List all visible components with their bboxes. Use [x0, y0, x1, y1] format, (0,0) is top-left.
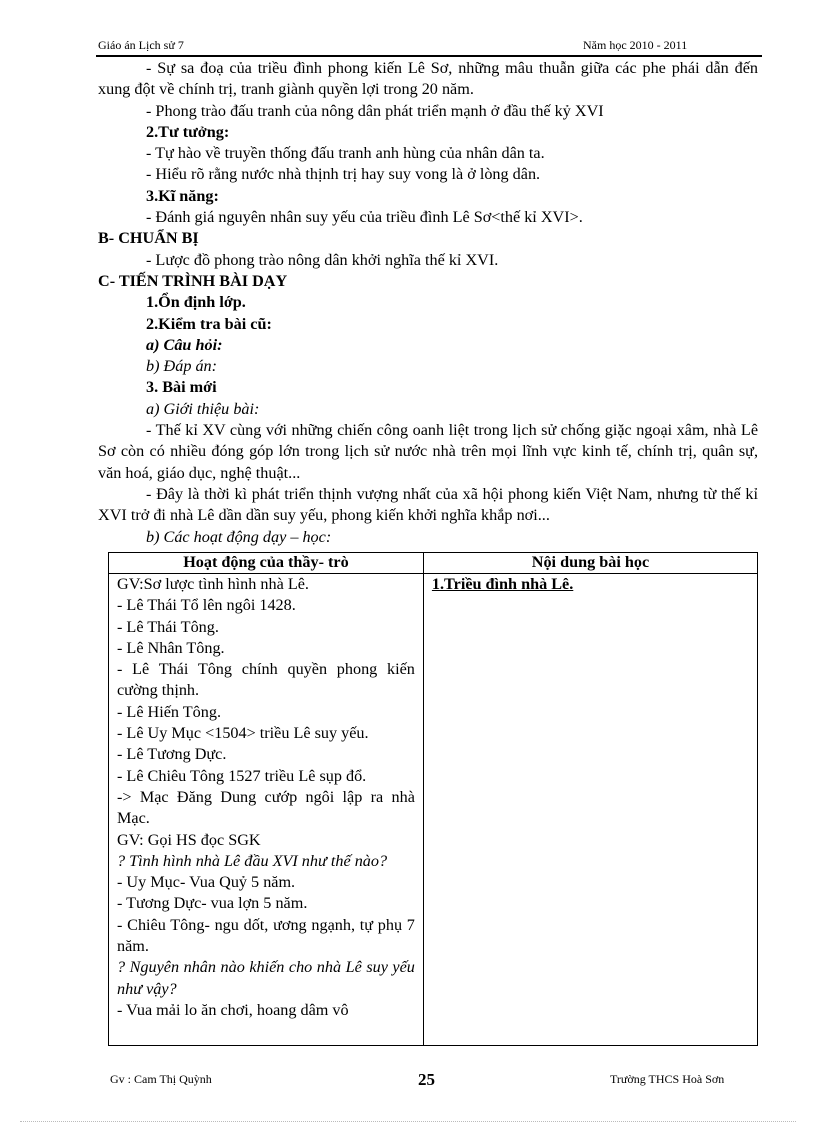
footer-author: Gv : Cam Thị Quỳnh [110, 1072, 212, 1086]
table-line: - Lê Tương Dực. [117, 745, 227, 764]
paragraph: - Sự sa đoạ của triều đình phong kiến Lê Sơ, những mâu thuẫn giữa các phe phái dẫn đến xung đột về chính trị, tranh giành quyền lợi trong 20 năm. [98, 59, 758, 99]
subsection-heading: a) Giới thiệu bài: [146, 399, 260, 418]
table-line: - Lê Chiêu Tông 1527 triều Lê sụp đổ. [117, 766, 367, 785]
table-line: - Chiêu Tông- ngu dốt, ương ngạnh, tự phụ 7 năm. [117, 915, 415, 956]
subsection-heading: b) Các hoạt động dạy – học: [146, 527, 332, 546]
paragraph: - Phong trào đấu tranh của nông dân phát triển mạnh ở đầu thế kỷ XVI [146, 101, 604, 120]
table-line: - Vua mải lo ăn chơi, hoang dâm vô [117, 1000, 349, 1019]
page-number: 25 [418, 1070, 435, 1089]
table-line: - Lê Uy Mục <1504> triều Lê suy yếu. [117, 724, 369, 743]
activities-cell [109, 574, 424, 1046]
content-heading: 1.Triều đình nhà Lê. [431, 575, 574, 593]
part-heading: C- TIẾN TRÌNH BÀI DẠY [98, 271, 288, 290]
paragraph: - Thế kỉ XV cùng với những chiến công oanh liệt trong lịch sử chống giặc ngoại xâm, nhà Lê Sơ còn có nhiều đóng góp lớn trong lịch sử nước nhà trên mọi lĩnh vực kinh tế, chính trị, quân sự, văn hoá, giáo dục, nghệ thuật... [98, 421, 758, 482]
table-line: - Tương Dực- vua lợn 5 năm. [117, 894, 308, 913]
table-line: - Lê Thái Tông chính quyền phong kiến cường thịnh. [117, 660, 415, 700]
table-question: ? Nguyên nhân nào khiến cho nhà Lê suy yếu như vậy? [117, 958, 415, 998]
table-question: ? Tình hình nhà Lê đầu XVI như thế nào? [117, 851, 388, 870]
section-heading: 2.Tư tưởng: [146, 122, 230, 141]
table-header-activities: Hoạt động của thầy- trò [109, 553, 424, 574]
section-heading: 3. Bài mới [146, 378, 217, 397]
document-body [98, 58, 758, 548]
table-line: - Lê Nhân Tông. [117, 638, 225, 657]
table-line: - Lê Thái Tổ lên ngôi 1428. [117, 596, 296, 615]
table-line: GV: Gọi HS đọc SGK [117, 830, 261, 849]
header-divider [96, 55, 762, 57]
paragraph: - Đây là thời kì phát triển thịnh vượng nhất của xã hội phong kiến Việt Nam, nhưng từ thế kỉ XVI trở đi nhà Lê dần dần suy yếu, phong kiến khởi nghĩa khắp nơi... [98, 484, 758, 525]
table-line: GV:Sơ lược tình hình nhà Lê. [117, 575, 309, 593]
header-left: Giáo án Lịch sử 7 [98, 38, 184, 52]
table-line: - Uy Mục- Vua Quỷ 5 năm. [117, 873, 296, 892]
paragraph: - Hiểu rõ rằng nước nhà thịnh trị hay suy vong là ở lòng dân. [146, 165, 541, 184]
paragraph: - Tự hào về truyền thống đấu tranh anh hùng của nhân dân ta. [146, 144, 545, 163]
section-heading: 3.Kĩ năng: [146, 186, 219, 205]
paragraph: - Lược đồ phong trào nông dân khởi nghĩa thế kỉ XVI. [146, 250, 499, 269]
paragraph: - Đánh giá nguyên nhân suy yếu của triều đình Lê Sơ<thế kỉ XVI>. [146, 208, 583, 227]
subsection-heading: b) Đáp án: [146, 357, 218, 376]
subsection-heading: a) Câu hỏi: [146, 335, 223, 354]
section-heading: 2.Kiểm tra bài cũ: [146, 314, 272, 333]
page-bottom-border [20, 1121, 796, 1122]
lesson-table [108, 552, 758, 1046]
section-heading: 1.Ổn định lớp. [146, 293, 246, 312]
footer-school: Trường THCS Hoà Sơn [610, 1072, 725, 1086]
content-cell [423, 574, 757, 1046]
table-line: - Lê Thái Tông. [117, 617, 219, 636]
header-right: Năm học 2010 - 2011 [583, 38, 688, 52]
table-line: - Lê Hiến Tông. [117, 702, 221, 721]
table-header-content: Nội dung bài học [423, 553, 757, 574]
table-line: -> Mạc Đăng Dung cướp ngôi lập ra nhà Mạc. [117, 787, 415, 828]
part-heading: B- CHUẨN BỊ [98, 229, 199, 248]
